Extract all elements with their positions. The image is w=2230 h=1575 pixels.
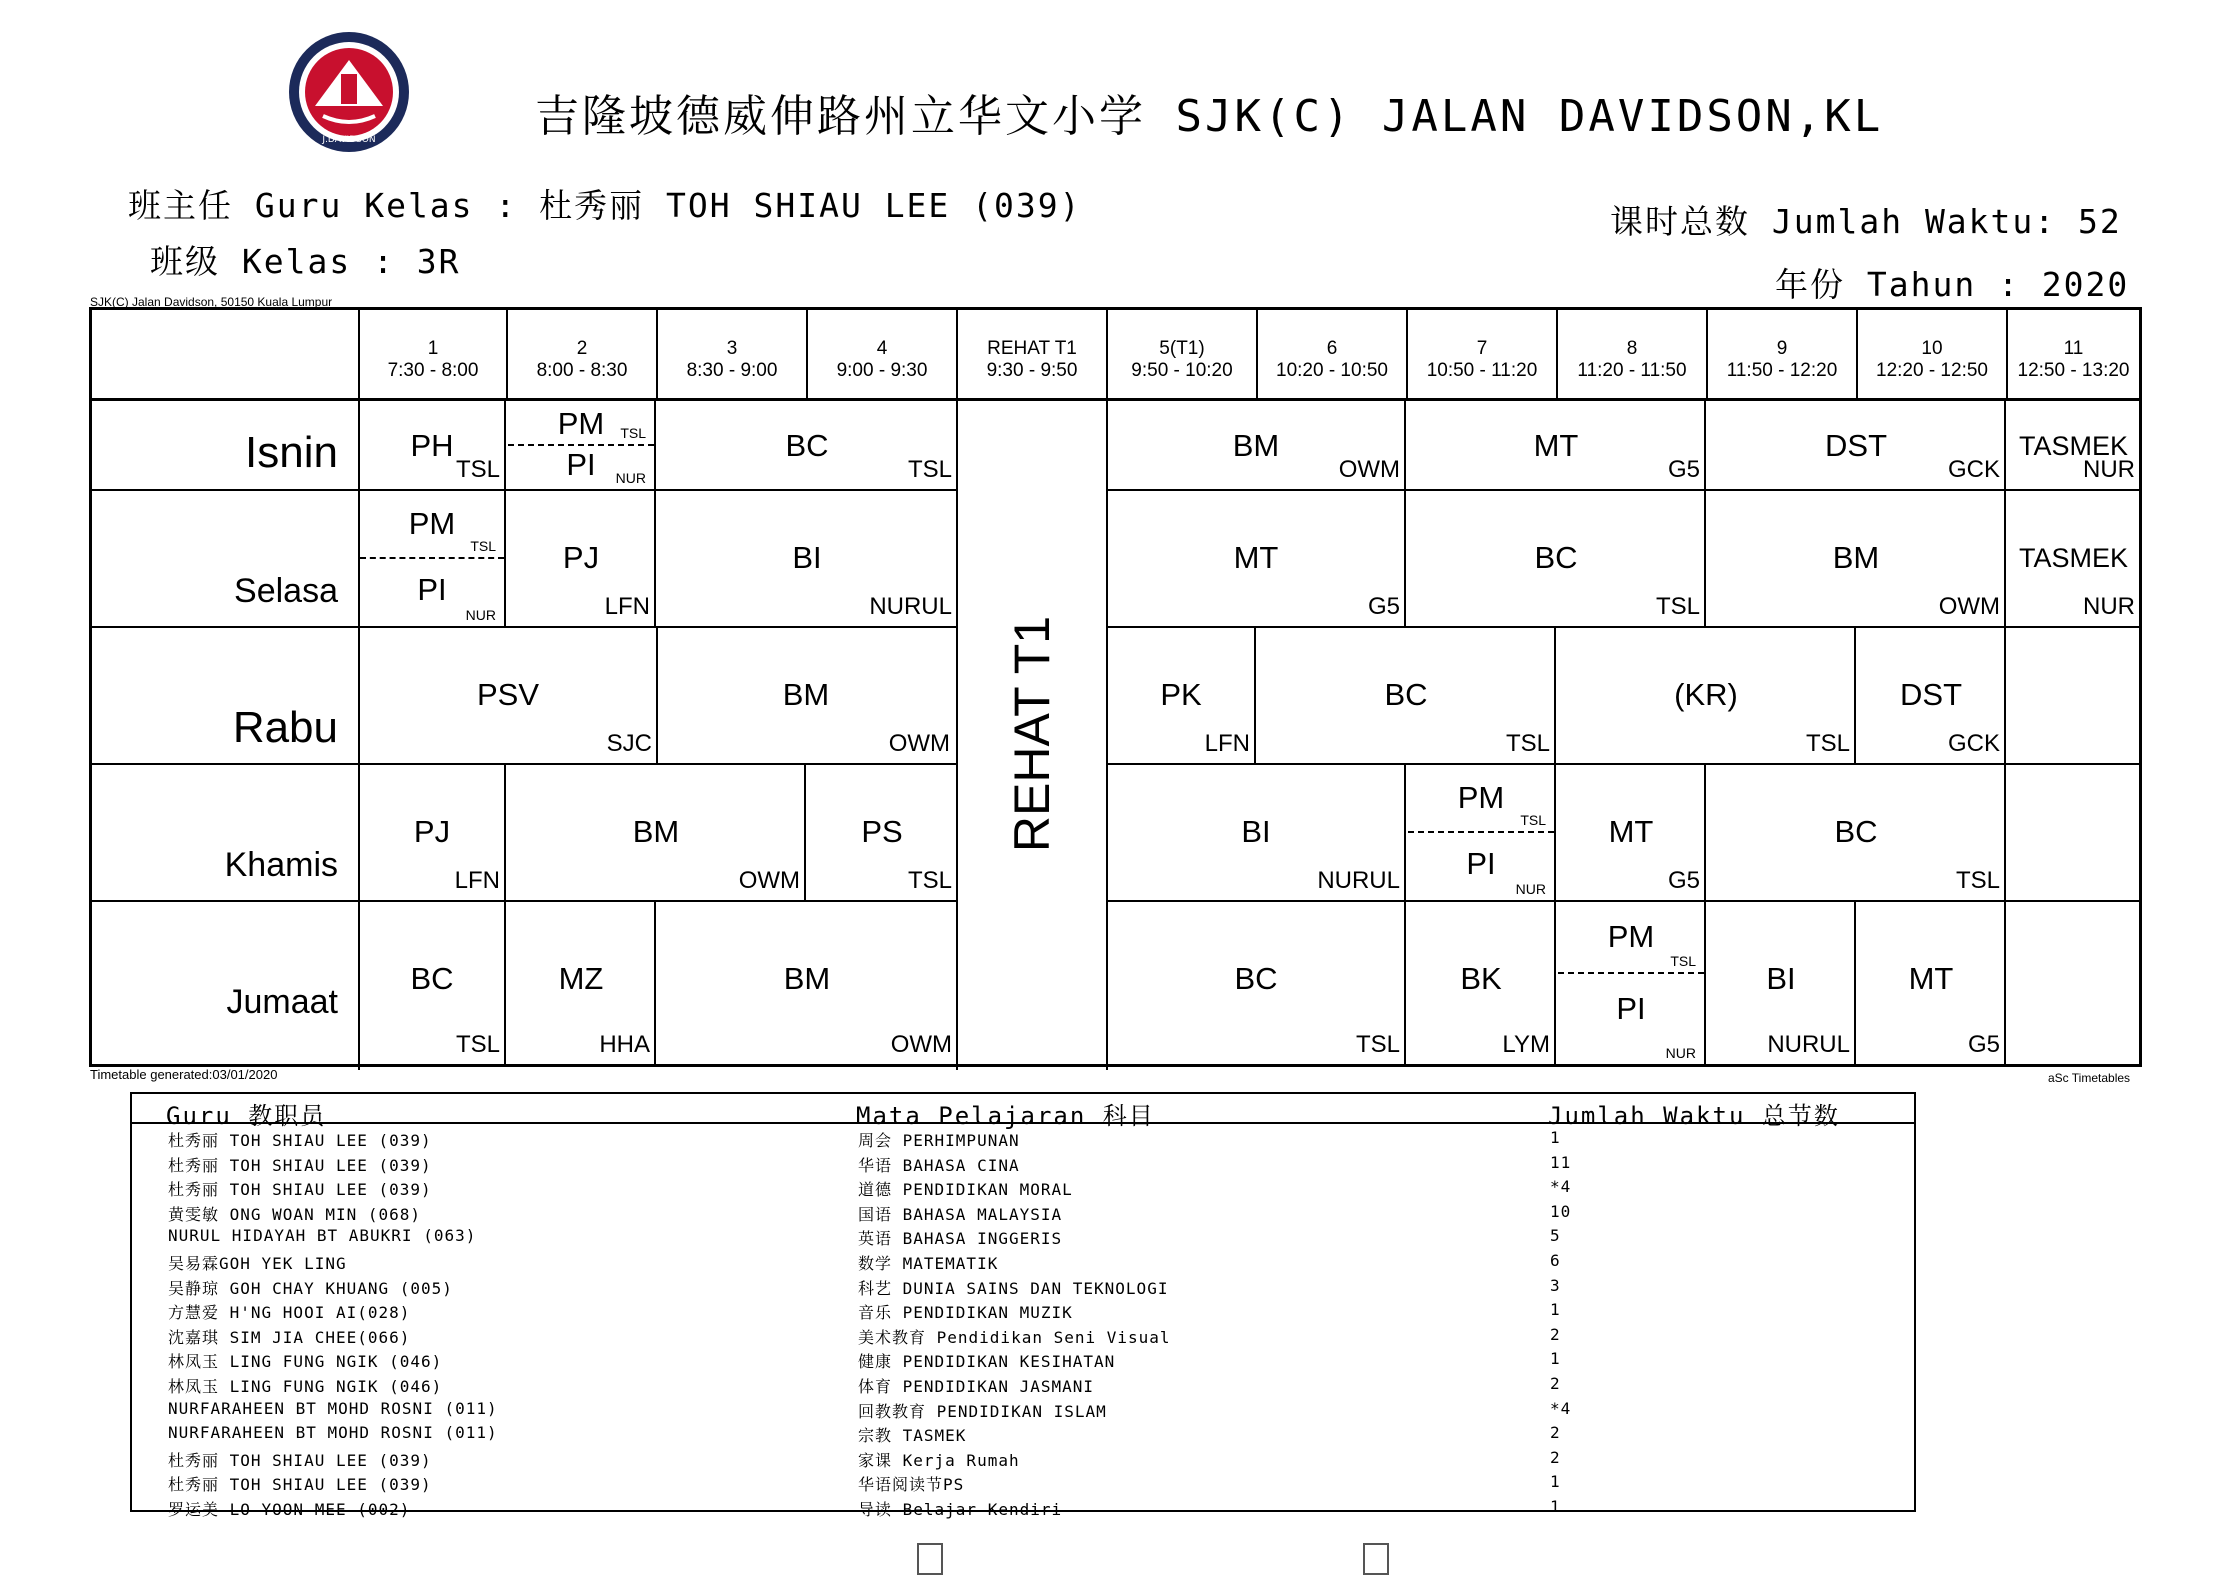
lesson-cell[interactable]: BI NURUL xyxy=(658,491,956,626)
empty-cell xyxy=(2008,628,2139,763)
lesson-cell[interactable]: MT G5 xyxy=(1558,765,1706,900)
lesson-cell[interactable]: BC TSL xyxy=(1258,628,1556,763)
school-title: 吉隆坡德威伸路州立华文小学 SJK(C) JALAN DAVIDSON,KL xyxy=(535,91,1884,142)
year: 年份 Tahun : 2020 xyxy=(1775,265,2130,304)
period-header: 11 12:50 - 13:20 xyxy=(2017,338,2130,381)
period-header: REHAT T1 9:30 - 9:50 xyxy=(986,338,1078,381)
lesson-cell[interactable]: BM OWM xyxy=(1108,401,1406,489)
lesson-cell[interactable]: TASMEK NUR xyxy=(2008,401,2139,489)
lesson-cell[interactable]: BI NURUL xyxy=(1108,765,1406,900)
lesson-cell[interactable]: PK LFN xyxy=(1108,628,1256,763)
legend-row: 罗运美 LO YOON MEE (002) 导读 Belajar Kendiri 1 xyxy=(168,1496,1561,1519)
legend-row: 沈嘉琪 SIM JIA CHEE(066) 美术教育 Pendidikan Seni Visual 2 xyxy=(168,1324,1561,1347)
legend-row: NURFARAHEEN BT MOHD ROSNI (011) 回教教育 PENDIDIKAN ISLAM *4 xyxy=(168,1398,1572,1421)
lesson-cell-split[interactable]: PM TSL PI NUR xyxy=(508,401,656,489)
lesson-cell[interactable]: MT G5 xyxy=(1108,491,1406,626)
lesson-cell-split[interactable]: PM TSL PI NUR xyxy=(1408,765,1556,900)
lesson-cell[interactable]: BM OWM xyxy=(658,902,956,1064)
lesson-cell[interactable]: PSV SJC xyxy=(360,628,656,763)
teacher-subject-legend xyxy=(130,1092,1916,1519)
legend-body xyxy=(132,1126,1914,1520)
legend-row: 杜秀丽 TOH SHIAU LEE (039) 道德 PENDIDIKAN MORAL *4 xyxy=(168,1177,1572,1200)
legend-header-subject: Mata Pelajaran 科目 xyxy=(856,1102,1155,1130)
day-rabu: Rabu xyxy=(232,703,338,752)
legend-row: 林凤玉 LING FUNG NGIK (046) 健康 PENDIDIKAN KESIHATAN 1 xyxy=(168,1349,1561,1372)
asc-brand: aSc Timetables xyxy=(2048,1071,2131,1085)
legend-row: 杜秀丽 TOH SHIAU LEE (039) 华语 BAHASA CINA 11 xyxy=(168,1152,1572,1175)
legend-row: NURUL HIDAYAH BT ABUKRI (063) 英语 BAHASA INGGERIS 5 xyxy=(168,1226,1561,1249)
period-header: 8 11:20 - 11:50 xyxy=(1577,338,1687,381)
rehat-column xyxy=(958,401,1106,1067)
legend-header-guru: Guru 教职员 xyxy=(166,1102,327,1130)
lesson-cell[interactable]: PJ LFN xyxy=(360,765,506,900)
lesson-cell[interactable]: BM OWM xyxy=(1708,491,2006,626)
lesson-cell[interactable]: BC TSL xyxy=(360,902,506,1064)
legend-row: 林凤玉 LING FUNG NGIK (046) 体育 PENDIDIKAN JASMANI 2 xyxy=(168,1373,1561,1396)
legend-header xyxy=(132,1094,1914,1130)
lesson-cell[interactable]: PJ LFN xyxy=(508,491,656,626)
empty-cell xyxy=(2008,765,2139,900)
empty-cell xyxy=(2008,902,2139,1064)
legend-row: 吴静琼 GOH CHAY KHUANG (005) 科艺 DUNIA SAINS DAN TEKNOLOGI 3 xyxy=(168,1275,1561,1298)
legend-row: NURFARAHEEN BT MOHD ROSNI (011) 宗教 TASMEK 2 xyxy=(168,1423,1561,1446)
lesson-cell[interactable]: BC TSL xyxy=(1408,491,1706,626)
legend-row: 方慧爱 H'NG HOOI AI(028) 音乐 PENDIDIKAN MUZIK 1 xyxy=(168,1300,1561,1323)
period-header: 7 10:50 - 11:20 xyxy=(1426,338,1538,381)
day-khamis: Khamis xyxy=(224,846,338,884)
school-address: SJK(C) Jalan Davidson, 50150 Kuala Lumpur xyxy=(90,295,333,309)
lesson-cell[interactable]: MT G5 xyxy=(1408,401,1706,489)
day-jumaat: Jumaat xyxy=(226,983,338,1021)
period-header: 1 7:30 - 8:00 xyxy=(387,338,479,381)
lesson-cell-split[interactable]: PM TSL PI NUR xyxy=(1558,902,1706,1064)
lesson-cell[interactable]: BC TSL xyxy=(658,401,956,489)
lesson-cell[interactable]: BM OWM xyxy=(508,765,806,900)
class-teacher: 班主任 Guru Kelas : 杜秀丽 TOH SHIAU LEE (039) xyxy=(128,186,1082,225)
generated-date: Timetable generated:03/01/2020 xyxy=(90,1067,278,1082)
legend-row: 杜秀丽 TOH SHIAU LEE (039) 家课 Kerja Rumah 2 xyxy=(168,1447,1561,1470)
lesson-cell[interactable]: BC TSL xyxy=(1108,902,1406,1064)
day-isnin: Isnin xyxy=(245,428,338,477)
day-selasa: Selasa xyxy=(234,572,338,610)
period-header: 3 8:30 - 9:00 xyxy=(686,338,778,381)
legend-row: 杜秀丽 TOH SHIAU LEE (039) 周会 PERHIMPUNAN 1 xyxy=(168,1128,1561,1150)
lesson-cell[interactable]: BI NURUL xyxy=(1708,902,1856,1064)
total-periods: 课时总数 Jumlah Waktu: 52 xyxy=(1610,202,2122,241)
checkbox[interactable] xyxy=(1363,1543,1389,1575)
legend-row: 杜秀丽 TOH SHIAU LEE (039) 华语阅读节PS 1 xyxy=(168,1472,1561,1495)
lesson-cell[interactable]: BM OWM xyxy=(656,628,954,763)
lesson-cell[interactable]: DST GCK xyxy=(1858,628,2006,763)
lesson-cell[interactable]: DST GCK xyxy=(1708,401,2006,489)
lesson-cell[interactable]: TASMEK NUR xyxy=(2008,491,2139,626)
period-header: 10 12:20 - 12:50 xyxy=(1876,338,1988,381)
period-header: 2 8:00 - 8:30 xyxy=(536,338,628,381)
period-header: 5(T1) 9:50 - 10:20 xyxy=(1131,338,1233,381)
lesson-cell-split[interactable]: PM TSL PI NUR xyxy=(360,491,506,626)
lesson-cell[interactable]: BK LYM xyxy=(1408,902,1556,1064)
legend-row: 黄雯敏 ONG WOAN MIN (068) 国语 BAHASA MALAYSIA 10 xyxy=(168,1201,1572,1224)
lesson-cell[interactable]: MZ HHA xyxy=(508,902,656,1064)
school-logo xyxy=(285,28,413,156)
legend-header-periods: Jumlah Waktu 总节数 xyxy=(1548,1102,1840,1130)
rehat-label: REHAT T1 xyxy=(1004,615,1060,853)
legend-row: 吴易霖GOH YEK LING 数学 MATEMATIK 6 xyxy=(168,1250,1561,1273)
timetable-grid xyxy=(89,307,2142,1067)
lesson-cell[interactable]: PS TSL xyxy=(808,765,956,900)
lesson-cell[interactable]: (KR) TSL xyxy=(1558,628,1856,763)
class-name: 班级 Kelas : 3R xyxy=(150,242,461,281)
logo-text: J.DAVIDSON xyxy=(322,135,376,145)
checkbox[interactable] xyxy=(917,1543,943,1575)
lesson-cell[interactable]: BC TSL xyxy=(1708,765,2006,900)
lesson-cell[interactable]: MT G5 xyxy=(1858,902,2006,1064)
period-header: 6 10:20 - 10:50 xyxy=(1276,338,1388,381)
period-header: 9 11:50 - 12:20 xyxy=(1726,338,1838,381)
lesson-cell[interactable]: PH TSL xyxy=(360,401,506,489)
period-header: 4 9:00 - 9:30 xyxy=(836,338,928,381)
